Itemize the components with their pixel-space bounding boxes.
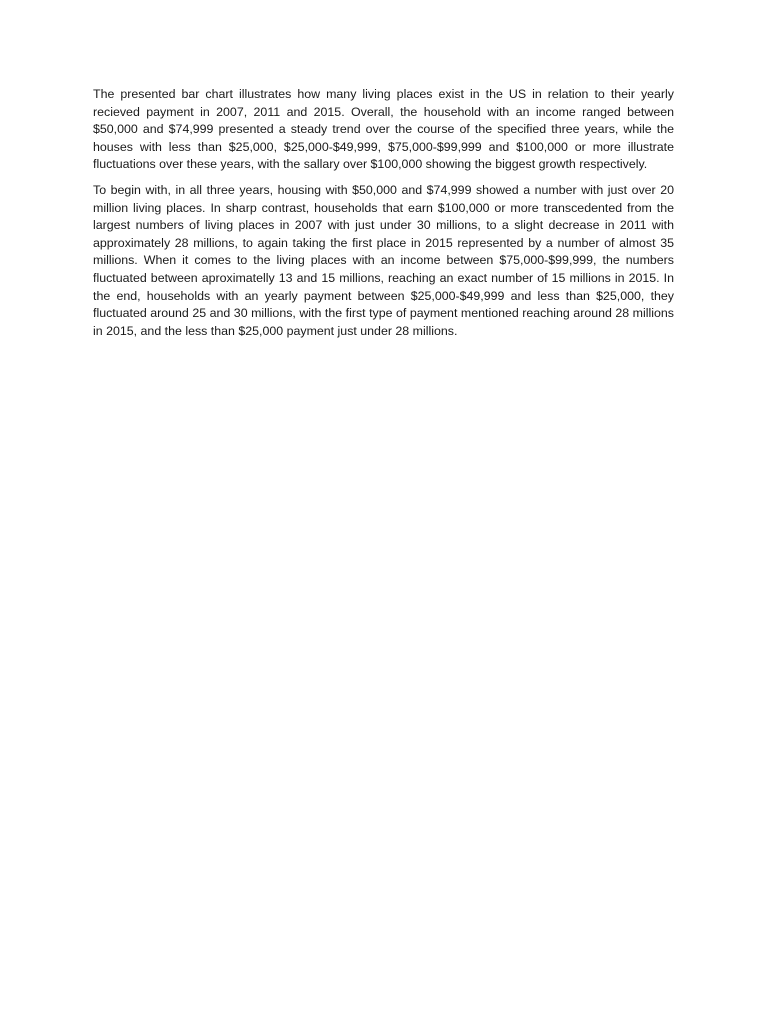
paragraph-1: The presented bar chart illustrates how many living places exist in the US in relation to their yearly recieved payment in 2007, 2011 and 2015. Overall, the household with an income ranged between $50,000 and $74,999 presented a steady trend over the course of the specified three years, while the houses with less than $25,000, $25,000-$49,999, $75,000-$99,999 and $100,000 or more illustrate fluctuations over these years, with the sallary over $100,000 showing the biggest growth respectively.	[93, 87, 674, 172]
document-body	[93, 86, 674, 348]
paragraph-2: To begin with, in all three years, housing with $50,000 and $74,999 showed a number with just over 20 million living places. In sharp contrast, households that earn $100,000 or more transcedented from the largest numbers of living places in 2007 with just under 30 millions, to a slight decrease in 2011 with approximately 28 millions, to again taking the first place in 2015 represented by a number of almost 35 millions. When it comes to the living places with an income between $75,000-$99,999, the numbers fluctuated between aproximatelly 13 and 15 millions, reaching an exact number of 15 millions in 2015. In the end, households with an yearly payment between $25,000-$49,999 and less than $25,000, they fluctuated around 25 and 30 millions, with the first type of payment mentioned reaching around 28 millions in 2015, and the less than $25,000 payment just under 28 millions.	[93, 182, 674, 338]
